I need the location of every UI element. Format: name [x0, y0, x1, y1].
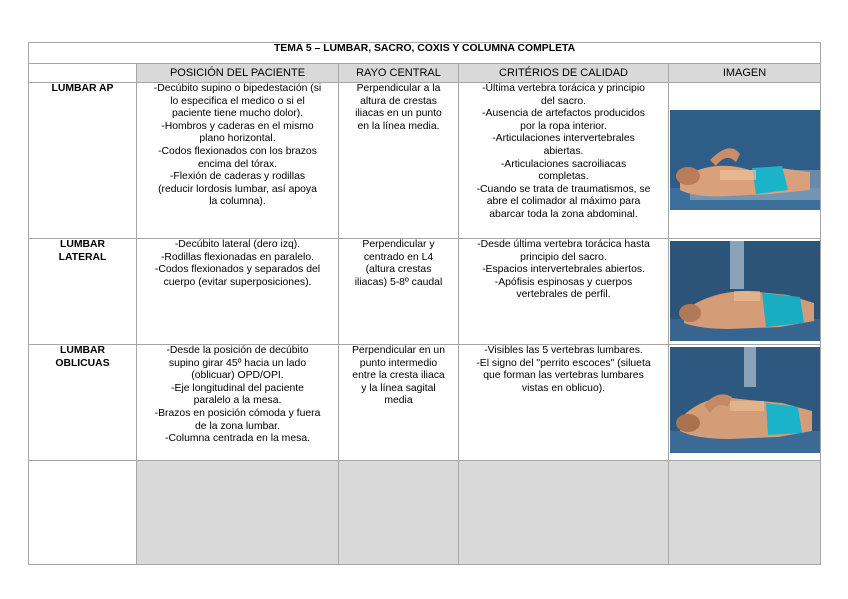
- header-criteria: CRITÉRIOS DE CALIDAD: [459, 64, 669, 83]
- empty-cell: [459, 461, 669, 565]
- table-row: [29, 239, 821, 345]
- row-label: LUMBAR LATERAL: [29, 239, 137, 345]
- patient-supine-photo: [670, 110, 820, 210]
- position-cell: -Desde la posición de decúbito supino girar 45º hacia un lado (oblicuar) OPD/OPI. -Eje longitudinal del paciente paralelo a la mesa. -Brazos en posición cómoda y fuera de la zona lumbar. -Columna centrada en la mesa.: [137, 345, 339, 461]
- patient-oblique-photo: [670, 347, 820, 453]
- image-cell: [669, 83, 821, 239]
- criteria-cell: -Visibles las 5 vertebras lumbares. -El signo del "perrito escoces" (silueta que forman las vertebras lumbares vistas en oblicuo).: [459, 345, 669, 461]
- header-image: IMAGEN: [669, 64, 821, 83]
- image-cell: [669, 239, 821, 345]
- ray-cell: Perpendicular en un punto intermedio entre la cresta iliaca y la línea sagital media: [339, 345, 459, 461]
- empty-cell: [29, 461, 137, 565]
- image-cell: [669, 345, 821, 461]
- empty-cell: [339, 461, 459, 565]
- positioning-table: [28, 42, 821, 565]
- empty-cell: [137, 461, 339, 565]
- ray-cell: Perpendicular a la altura de crestas iliacas en un punto en la línea media.: [339, 83, 459, 239]
- row-label: LUMBAR AP: [29, 83, 137, 239]
- table-title: TEMA 5 – LUMBAR, SACRO, COXIS Y COLUMNA COMPLETA: [29, 43, 821, 64]
- header-position: POSICIÓN DEL PACIENTE: [137, 64, 339, 83]
- table-row: [29, 83, 821, 239]
- position-cell: -Decúbito supino o bipedestación (si lo especifica el medico o si el paciente tiene mucho dolor). -Hombros y caderas en el mismo plano horizontal. -Codos flexionados con los brazos encima del tórax. -Flexión de caderas y rodillas (reducir lordosis lumbar, así apoya la columna).: [137, 83, 339, 239]
- header-ray: RAYO CENTRAL: [339, 64, 459, 83]
- header-empty: [29, 64, 137, 83]
- ray-cell: Perpendicular y centrado en L4 (altura crestas iliacas) 5-8º caudal: [339, 239, 459, 345]
- position-cell: -Decúbito lateral (dero izq). -Rodillas flexionadas en paralelo. -Codos flexionados y separados del cuerpo (evitar superposiciones).: [137, 239, 339, 345]
- table-row: [29, 461, 821, 565]
- criteria-cell: -Última vertebra torácica y principio del sacro. -Ausencia de artefactos producidos por la ropa interior. -Articulaciones intervertebrales abiertas. -Articulaciones sacroiliacas completas. -Cuando se trata de traumatismos, se abre el colimador al máximo para abarcar toda la zona abdominal.: [459, 83, 669, 239]
- criteria-cell: -Desde última vertebra torácica hasta principio del sacro. -Espacios intervertebrales abiertos. -Apófisis espinosas y cuerpos vertebrales de perfil.: [459, 239, 669, 345]
- row-label: LUMBAR OBLICUAS: [29, 345, 137, 461]
- empty-cell: [669, 461, 821, 565]
- table-row: [29, 345, 821, 461]
- patient-lateral-photo: [670, 241, 820, 341]
